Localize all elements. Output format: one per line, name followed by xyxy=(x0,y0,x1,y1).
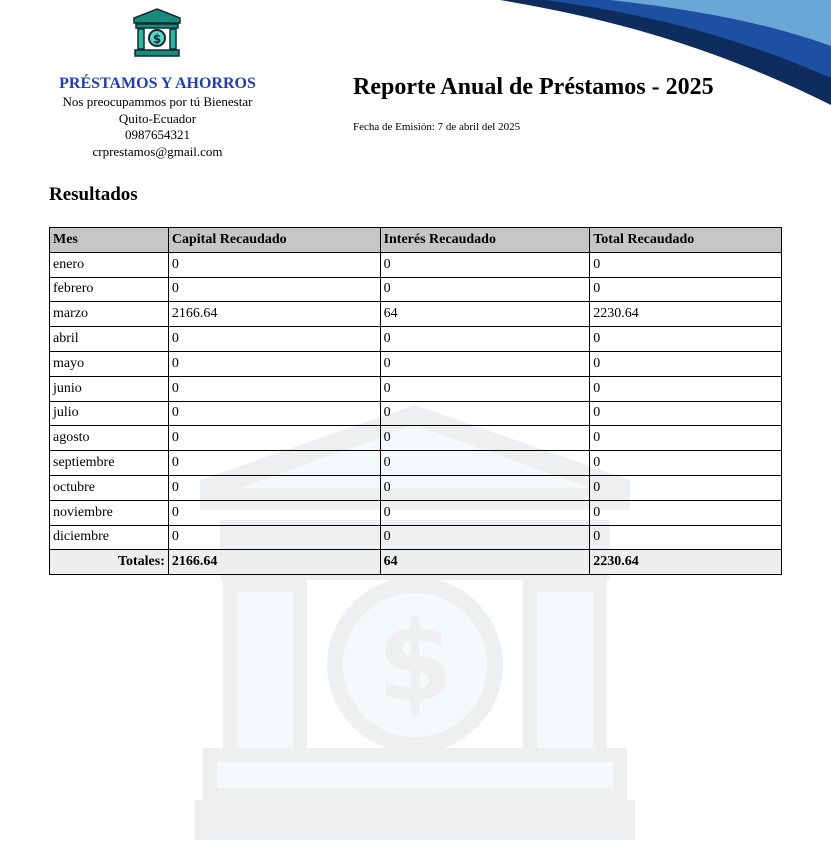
cell-total: 0 xyxy=(590,451,782,476)
table-row xyxy=(50,451,782,476)
cell-month: octubre xyxy=(50,475,169,500)
cell-capital: 0 xyxy=(168,475,380,500)
cell-month: enero xyxy=(50,252,169,277)
cell-interest: 64 xyxy=(380,302,590,327)
bank-icon xyxy=(132,8,182,58)
cell-total: 0 xyxy=(590,475,782,500)
cell-interest: 0 xyxy=(380,451,590,476)
cell-total: 0 xyxy=(590,252,782,277)
company-tagline: Nos preocupammos por tú Bienestar xyxy=(62,94,253,109)
cell-month: noviembre xyxy=(50,500,169,525)
company-phone: 0987654321 xyxy=(125,127,190,142)
cell-month: diciembre xyxy=(50,525,169,550)
cell-total: 0 xyxy=(590,525,782,550)
cell-total: 2230.64 xyxy=(590,302,782,327)
cell-capital: 0 xyxy=(168,376,380,401)
cell-capital: 2166.64 xyxy=(168,302,380,327)
table-row xyxy=(50,500,782,525)
cell-month: febrero xyxy=(50,277,169,302)
table-body xyxy=(50,252,782,550)
totals-label: Totales: xyxy=(50,550,169,575)
company-logo xyxy=(132,8,182,58)
table-row xyxy=(50,327,782,352)
cell-interest: 0 xyxy=(380,351,590,376)
cell-month: abril xyxy=(50,327,169,352)
cell-interest: 0 xyxy=(380,500,590,525)
cell-total: 0 xyxy=(590,351,782,376)
cell-interest: 0 xyxy=(380,426,590,451)
totals-interest: 64 xyxy=(380,550,590,575)
totals-row xyxy=(50,550,782,575)
table-row xyxy=(50,426,782,451)
table-row xyxy=(50,252,782,277)
table-row xyxy=(50,351,782,376)
cell-interest: 0 xyxy=(380,475,590,500)
company-name: PRÉSTAMOS Y AHORROS xyxy=(59,75,256,92)
cell-total: 0 xyxy=(590,327,782,352)
cell-interest: 0 xyxy=(380,376,590,401)
svg-text:$: $ xyxy=(152,32,162,46)
section-title: Resultados xyxy=(49,184,138,205)
table-row xyxy=(50,401,782,426)
results-table xyxy=(49,227,782,575)
cell-capital: 0 xyxy=(168,351,380,376)
cell-month: marzo xyxy=(50,302,169,327)
table-row xyxy=(50,525,782,550)
cell-capital: 0 xyxy=(168,451,380,476)
cell-interest: 0 xyxy=(380,327,590,352)
cell-total: 0 xyxy=(590,500,782,525)
header-capital: Capital Recaudado xyxy=(168,228,380,253)
report-title: Reporte Anual de Préstamos - 2025 xyxy=(353,74,714,100)
cell-capital: 0 xyxy=(168,525,380,550)
cell-interest: 0 xyxy=(380,277,590,302)
table-row xyxy=(50,302,782,327)
cell-capital: 0 xyxy=(168,327,380,352)
cell-month: junio xyxy=(50,376,169,401)
cell-capital: 0 xyxy=(168,401,380,426)
table-row xyxy=(50,475,782,500)
header-interest: Interés Recaudado xyxy=(380,228,590,253)
cell-month: julio xyxy=(50,401,169,426)
cell-total: 0 xyxy=(590,426,782,451)
table-header-row xyxy=(50,228,782,253)
cell-interest: 0 xyxy=(380,252,590,277)
cell-total: 0 xyxy=(590,401,782,426)
cell-month: septiembre xyxy=(50,451,169,476)
cell-month: agosto xyxy=(50,426,169,451)
company-location: Quito-Ecuador xyxy=(118,110,197,126)
header-month: Mes xyxy=(50,228,169,253)
cell-total: 0 xyxy=(590,376,782,401)
cell-capital: 0 xyxy=(168,252,380,277)
table-row xyxy=(50,376,782,401)
company-info xyxy=(40,74,275,160)
cell-month: mayo xyxy=(50,351,169,376)
totals-capital: 2166.64 xyxy=(168,550,380,575)
company-email: crprestamos@gmail.com xyxy=(92,143,223,159)
cell-interest: 0 xyxy=(380,401,590,426)
cell-capital: 0 xyxy=(168,277,380,302)
cell-capital: 0 xyxy=(168,426,380,451)
cell-capital: 0 xyxy=(168,500,380,525)
table-row xyxy=(50,277,782,302)
issue-date: Fecha de Emisión: 7 de abril del 2025 xyxy=(353,121,521,133)
totals-total: 2230.64 xyxy=(590,550,782,575)
svg-text:$: $ xyxy=(376,598,454,726)
cell-interest: 0 xyxy=(380,525,590,550)
header-total: Total Recaudado xyxy=(590,228,782,253)
cell-total: 0 xyxy=(590,277,782,302)
